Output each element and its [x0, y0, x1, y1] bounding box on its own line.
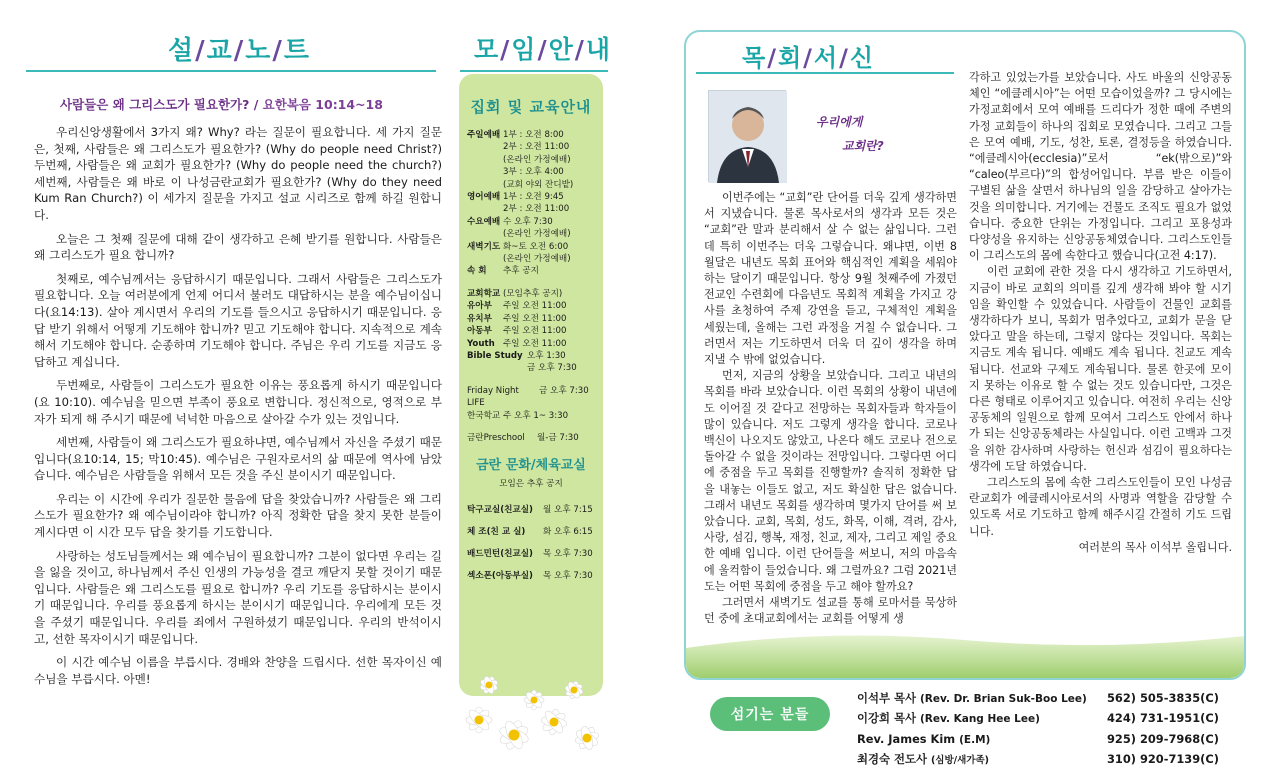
- schedule-row: (교회 야외 잔디밭): [503, 179, 574, 190]
- staff-row: 이석부 목사 (Rev. Dr. Brian Suk-Boo Lee) 562) 505-3835(C): [857, 691, 1219, 705]
- education-row: 아동부 주일 오전 11:00: [467, 326, 567, 337]
- sermon-paragraph: 우리신앙생활에서 3가지 왜? Why? 라는 질문이 필요합니다. 세 가지 질문은, 첫째, 사람들은 왜 그리스도가 필요한가? (Why do people need Christ?) 두번째, 사람들은 왜 교회가 필요한가? (Why do people need the church?) 세번째, 사람들은 왜 바로 이 나성금란교회가 필요한가? (Why do they need Kum Ran Church?) 이 세가지 질문을 가지고 설교 시리즈로 함께 하길 원합니다.: [34, 125, 442, 222]
- pastor-letter-box: [684, 30, 1246, 680]
- class-row: 체 조(친 교 실) 화 오후 6:15: [467, 527, 593, 538]
- staff-label-badge: 섬기는 분들: [710, 697, 830, 731]
- pastor-photo: [708, 90, 786, 182]
- letter-paragraph: 이번주에는 “교회”란 단어를 더욱 깊게 생각하면서 지냈습니다. 물론 목사로서의 생각과 모든 것은 “교회”란 말과 분리해서 살 수 없는 삶입니다. 그런데 특히 이번주는 더욱 그렇습니다. 왜냐면, 이번 8월달은 내년도 목회 표어와 핵심적인 계획을 세워야 하는 달이기 때문입니다. 항상 9월 첫째주에 가졌던 전교인 수련회에 다음년도 목회적 계획을 가지고 강사를 초청하여 주제 강연을 듣고, 구체적인 계획을 세웠는데, 올해는 그런 과정을 거칠 수 없습니다. 그러면서 저는 기도하면서 더욱 더 깊이 생각을 하며 지낼 수 밖에 없었습니다.: [704, 191, 957, 367]
- schedule-row: 속 회 추후 공지: [467, 266, 539, 277]
- meeting-heading: 집회 및 교육안내: [470, 98, 592, 116]
- sermon-paragraph: 사랑하는 성도님들께서는 왜 예수님이 필요합니까? 그분이 없다면 우리는 길을 잃을 것이고, 하나님께서 주신 인생의 가능성을 결코 깨닫지 못할 것이기 때문입니다. 사람들은 왜 그리스도를 필요로 합니까? 우리 기도를 응답하시는 분이시기 때문입니다. 우리를 풍요롭게 하시는 분이시기 때문입니다. 우리에게 모든 것을 주셨기 때문입니다. 우리를 죄에서 구원하셨기 때문입니다. 우리의 반석이시고, 선한 목자이시기 때문입니다.: [34, 548, 442, 646]
- education-row: 교회학교 (모임추후 공지): [467, 288, 563, 299]
- sermon-paragraph: 오늘은 그 첫째 질문에 대해 같이 생각하고 은혜 받기를 원합니다. 사람들은 왜 그리스도가 필요 합니까?: [34, 231, 442, 263]
- education-row: Bible Study 오후 1:30: [467, 350, 566, 361]
- letter-right-column: [969, 70, 1232, 556]
- schedule-row: (온라인 가정예배): [503, 229, 571, 240]
- schedule-row: (온라인 가정예배): [503, 254, 571, 265]
- letter-caption: 우리에게 교회란?: [816, 115, 884, 153]
- letter-paragraph: 각하고 있었는가를 보았습니다. 사도 바울의 신앙공동체인 “에클레시아”는 어떤 모습이었을까? 그 당시에는 가정교회에서 모여 예배를 드리다가 정한 때에 주변의 가정 교회들이 하나의 집회로 모였습니다. 그리고 그들은 모여 예배, 기도, 성찬, 토론, 결정등을 하였습니다. “에클레시아(ecclesia)”로서 “ek(밖으로)”와 “caleo(부르다)”의 합성어입니다. 부름 받은 이들이 구별된 삶을 살면서 하나님의 일을 감당하고 살아가는 것을 의미합니다. 거기에는 건물도 조직도 필요가 없었습니다. 중요한 단위는 가정입니다. 그리고 포용성과 다양성을 유지하는 신앙공동체였습니다. 그리스도인들이 그리스도의 몸에 속한다고 했습니다(고전 4:17).: [969, 71, 1232, 263]
- extra-row: 금란Preschool 월-금 7:30: [467, 432, 579, 443]
- extra-row: 한국학교 주 오후 1~ 3:30: [467, 410, 569, 421]
- staff-row: Rev. James Kim (E.M) 925) 209-7968(C): [857, 731, 1219, 746]
- class-row: 섹소폰(아동부실) 목 오후 7:30: [467, 571, 593, 582]
- sermon-paragraph: 첫째로, 예수님께서는 응답하시기 때문입니다. 그래서 사람들은 그리스도가 필요합니다. 오늘 여러분에게 언제 어디서 불러도 대답하시는 분을 예수님이십니다(요14:13). 살아 계시면서 우리의 기도를 들으시고 응답하시기 때문입니다. 응답 받기 위해서 어떻게 기도해야 합니까? 믿고 기도해야 합니다. 지속적으로 계속해서 기도해야 합니다. 순종하며 기도해야 합니다. 주님은 우리 기도를 지금도 응답하고 계십니다.: [34, 271, 442, 369]
- sermon-title-rule: [26, 70, 436, 72]
- schedule-row: 새벽기도 화~토 오전 6:00: [467, 241, 569, 252]
- schedule-row: 영어예배 1부 : 오전 9:45: [467, 192, 564, 203]
- education-row: 유치부 주일 오전 11:00: [467, 313, 567, 324]
- extra-row: Friday Night LIFE 금 오후 7:30: [467, 385, 589, 409]
- education-row: 금 오후 7:30: [527, 363, 577, 374]
- sermon-paragraph: 세번째, 사람들이 왜 그리스도가 필요하냐면, 예수님께서 자신을 주셨기 때문입니다(요10:14, 15; 막10:45). 예수님은 구원자로서의 삶 때문에 역사에 남았습니다. 예수님은 사람들을 위해서 모든 것을 주신 분이시기 때문입니다.: [34, 435, 442, 483]
- culture-classes: [467, 499, 597, 587]
- class-row: 배드민턴(친교실) 목 오후 7:30: [467, 549, 593, 560]
- schedule-row: 수요예배 수 오후 7:30: [467, 216, 553, 227]
- meeting-title: 모/임/안/내: [474, 35, 613, 64]
- sermon-subtitle: 사람들은 왜 그리스도가 필요한가? / 요한복음 10:14~18: [60, 97, 383, 112]
- culture-note: 모임은 추후 공지: [499, 479, 563, 490]
- person-icon: [709, 91, 787, 183]
- sermon-reference: 요한복음 10:14~18: [262, 97, 383, 112]
- letter-paragraph: 이런 교회에 관한 것을 다시 생각하고 기도하면서, 지금이 바로 교회의 의미를 깊게 생각해 봐야 할 시기임을 확인할 수 있었습니다. 사람들이 건물인 교회를 생각하다가 보니, 목회가 멈추었다고, 교회가 문을 닫았다고 말을 하는데, 그렇지 않다는 것입니다. 목회는 지금도 계속 됩니다. 예배도 계속 됩니다. 친교도 계속 됩니다. 선교와 구제도 계속됩니다. 물론 한곳에 모이지 못하는 이유로 할 수 없는 것도 있습니다만, 그것은 다른 형태로 이루어지고 있습니다. 여전히 우리는 신앙공동체의 일원으로 함께 모여서 그리스도 안에서 하나가 되는 신앙공동체라는 사실입니다. 이런 고백과 그것을 위한 감사하며 사랑하는 헌신과 섬김이 필요하다는 생각에 도달 하였습니다.: [969, 265, 1232, 473]
- sermon-paragraph: 우리는 이 시간에 우리가 질문한 물음에 답을 찾았습니까? 사람들은 왜 그리스도가 필요한가? 왜 예수님이라야 합니까? 아직 정확한 답을 찾지 못한 분들이 계시다면 이 시간 모두 답을 찾기를 기도합니다.: [34, 491, 442, 540]
- letter-paragraph: 먼저, 지금의 상황을 보았습니다. 그리고 내년의 목회를 바라 보았습니다. 이런 목회의 상황이 내년에도 이어질 것 같다고 전망하는 목회자들과 학자들이 많이 있습니다. 저도 그렇게 생각을 합니다. 코로나 백신이 나오지도 않았고, 나온다 해도 코로나 전으로 돌아갈 수 없을 것이라는 전망입니다. 그렇다면 어디에 중점을 두고 목회를 진행할까? 솔직히 정확한 답을 내놓는 이들도 없고, 저도 확실한 답은 없습니다. 그래서 내년도 목회를 생각하며 몇가지 단어를 써 보았습니다. 교회, 목회, 성도, 화목, 이해, 격려, 감사, 사랑, 섬김, 행복, 재정, 친교, 제자, 그리고 제일 중요한 예배 입니다. 이런 단어들을 써보니, 저의 마음속에 울컥함이 들었습니다. 왜 그럴까요? 그럼 2021년도는 어떤 목회에 중점을 두고 해야 할까요?: [704, 369, 957, 593]
- staff-list: [857, 689, 1237, 771]
- staff-row: 최경숙 전도사 (심방/새가족) 310) 920-7139(C): [857, 752, 1219, 767]
- sermon-paragraph: 이 시간 예수님 이름을 부릅시다. 경배와 찬양을 드립시다. 선한 목자이신 예수님을 부릅시다. 아멘!: [34, 655, 442, 686]
- schedule-row: (온라인 가정예배): [503, 154, 571, 165]
- sermon-paragraph: 두번째로, 사람들이 그리스도가 필요한 이유는 풍요롭게 하시기 때문입니다(요 10:10). 예수님을 믿으면 부족이 풍요로 변합니다. 정신적으로, 영적으로 부자가 되게 해 주시기 때문에 넉넉한 마음으로 살아갈 수가 있는 것입니다.: [34, 378, 442, 426]
- schedule-row: 3부 : 오후 4:00: [503, 167, 564, 178]
- letter-paragraph: 그러면서 새벽기도 설교를 통해 로마서를 묵상하던 중에 초대교회에서는 교회를 어떻게 생: [704, 596, 957, 626]
- culture-heading: 금란 문화/체육교실: [476, 458, 586, 474]
- staff-row: 이강희 목사 (Rev. Kang Hee Lee) 424) 731-1951(C): [857, 711, 1219, 726]
- letter-title: 목/회/서/신: [742, 44, 876, 72]
- letter-paragraph: 그리스도의 몸에 속한 그리스도인들이 모인 나성금란교회가 에클레시아로서의 사명과 역할을 감당할 수 있도록 서로 기도하고 함께 해주시길 간절히 기도 드립니다.: [969, 476, 1232, 538]
- class-row: 탁구교실(친교실) 월 오후 7:15: [467, 505, 593, 516]
- daisy-flowers-illustration: [459, 650, 604, 760]
- sermon-body: [34, 124, 442, 694]
- schedule-row: 2부 : 오전 11:00: [503, 142, 570, 153]
- education-row: Youth 주일 오전 11:00: [467, 338, 567, 349]
- schedule-row: 2부 : 오전 11:00: [503, 204, 570, 215]
- letter-title-rule: [696, 72, 954, 74]
- meeting-title-rule: [460, 70, 608, 72]
- worship-schedule: [467, 129, 597, 444]
- letter-left-column: [704, 190, 957, 627]
- meeting-panel: [459, 74, 603, 696]
- sermon-title: 설/교/노/트: [168, 36, 311, 66]
- education-row: 유아부 주일 오전 11:00: [467, 301, 567, 312]
- letter-signature: 여러분의 목사 이석부 올립니다.: [1078, 540, 1232, 554]
- schedule-row: 주일예배 1부 : 오전 8:00: [467, 130, 564, 140]
